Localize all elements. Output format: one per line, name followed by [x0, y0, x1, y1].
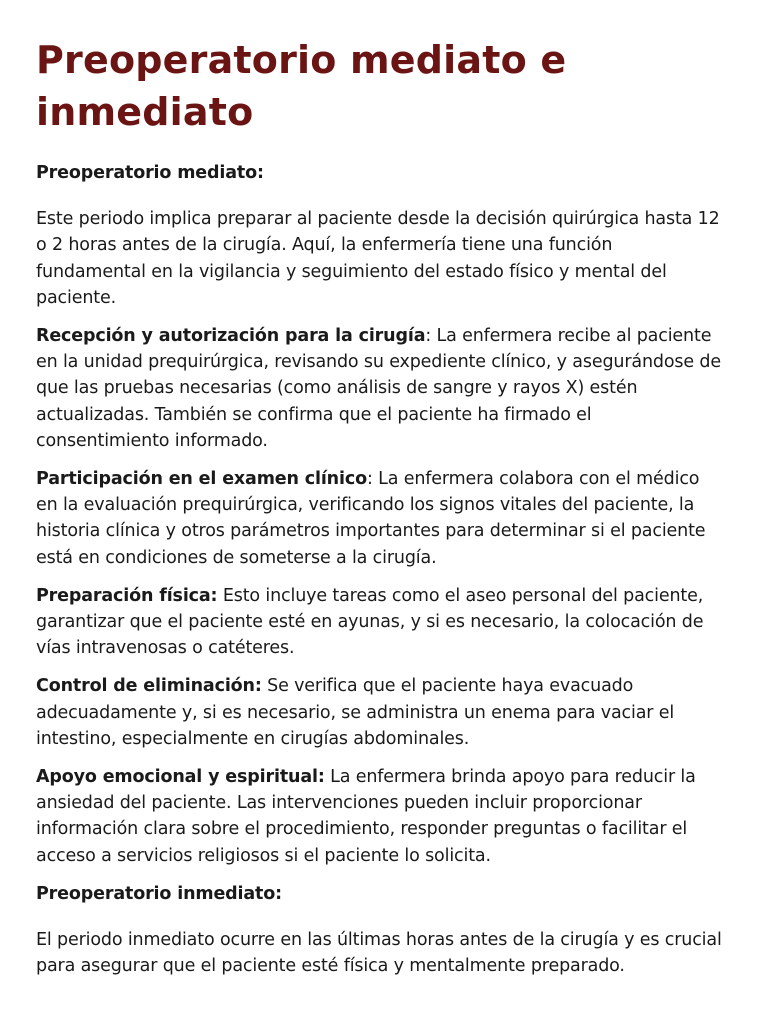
- paragraph-preparacion-fisica: [36, 583, 726, 662]
- text-apoyo-emocional: La enfermera brinda apoyo para reducir la ansiedad del paciente. Las intervenciones pueden incluir proporcionar información clara sobre el procedimiento, responder preguntas o facilitar el acceso a servicios religiosos si el paciente lo solicita.: [36, 767, 696, 866]
- term-examen-clinico: Participación en el examen clínico: [36, 469, 367, 490]
- paragraph-inmediato-intro: El periodo inmediato ocurre en las últimas horas antes de la cirugía y es crucial para asegurar que el paciente esté física y mentalmente preparado.: [36, 930, 722, 977]
- term-preparacion-fisica: Preparación física:: [36, 585, 218, 606]
- term-recepcion: Recepción y autorización para la cirugía: [36, 326, 426, 347]
- term-apoyo-emocional: Apoyo emocional y espiritual:: [36, 767, 325, 788]
- paragraph-control-eliminacion: [36, 673, 726, 752]
- paragraph-apoyo-emocional: [36, 764, 726, 869]
- paragraph-recepcion: [36, 323, 726, 454]
- section-heading-inmediato: Preoperatorio inmediato:: [36, 883, 282, 904]
- paragraph-mediato-intro: Este periodo implica preparar al paciente desde la decisión quirúrgica hasta 12 o 2 horas antes de la cirugía. Aquí, la enfermería tiene una función fundamental en la vigilancia y seguimiento del estado físico y mental del paciente.: [36, 209, 720, 308]
- paragraph-examen-clinico: [36, 466, 726, 571]
- text-recepcion: : La enfermera recibe al paciente en la unidad prequirúrgica, revisando su expediente clínico, y asegurándose de que las pruebas necesarias (como análisis de sangre y rayos X) estén actualizadas. También se confirma que el paciente ha firmado el consentimiento informado.: [36, 326, 721, 451]
- page-title: Preoperatorio mediato e inmediato: [36, 38, 567, 134]
- text-control-eliminacion: Se verifica que el paciente haya evacuado adecuadamente y, si es necesario, se administra un enema para vaciar el intestino, especialmente en cirugías abdominales.: [36, 676, 675, 749]
- section-heading-mediato: Preoperatorio mediato:: [36, 163, 264, 183]
- text-preparacion-fisica: Esto incluye tareas como el aseo personal del paciente, garantizar que el paciente esté en ayunas, y si es necesario, la colocación de vías intravenosas o catéteres.: [36, 585, 704, 659]
- term-control-eliminacion: Control de eliminación:: [36, 676, 262, 697]
- text-examen-clinico: : La enfermera colabora con el médico en la evaluación prequirúrgica, verificando los signos vitales del paciente, la historia clínica y otros parámetros importantes para determinar si el paciente está en condiciones de someterse a la cirugía.: [36, 469, 706, 568]
